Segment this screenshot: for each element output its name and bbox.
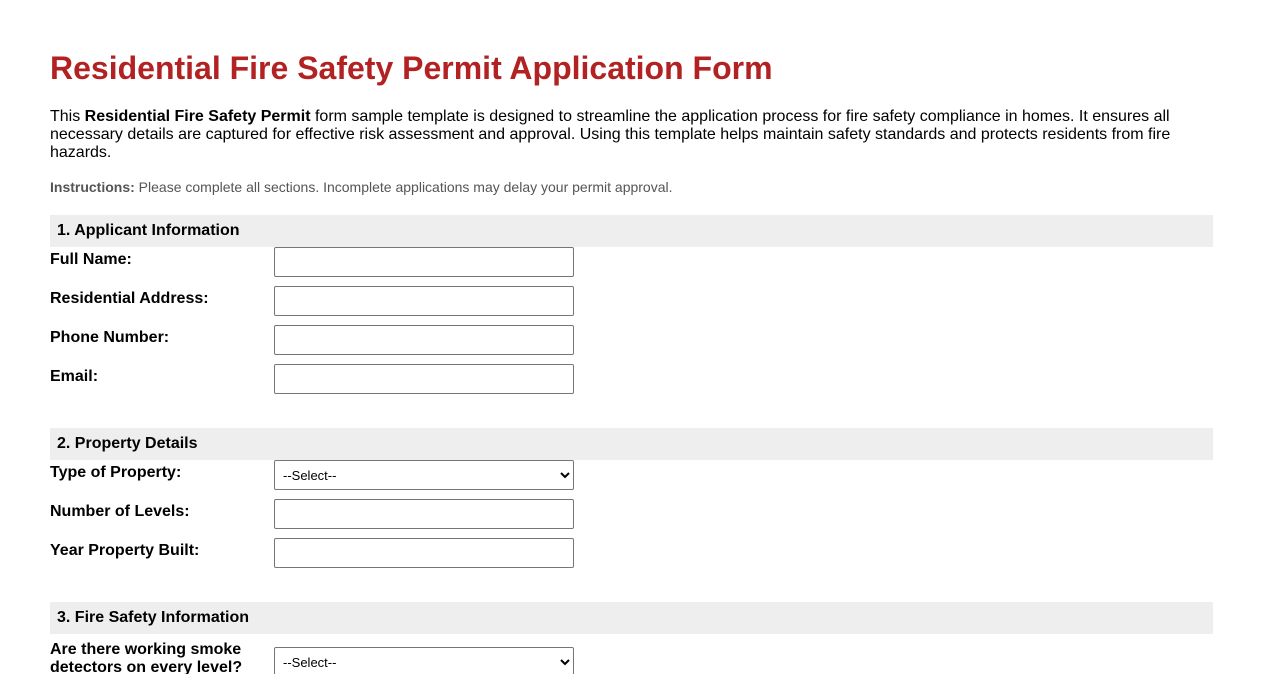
page-title: Residential Fire Safety Permit Application Form	[50, 50, 773, 86]
instructions-text	[50, 178, 673, 196]
form-row-residential-address	[50, 286, 1213, 316]
form-row-smoke-detectors	[50, 641, 1213, 674]
intro-bold-term: Residential Fire Safety Permit	[84, 108, 311, 125]
smoke-detectors-label: Are there working smoke detectors on every level?	[50, 641, 243, 674]
section-header-fire-safety-information: 3. Fire Safety Information	[50, 602, 1213, 634]
form-row-type-of-property	[50, 460, 1213, 490]
form-row-email	[50, 364, 1213, 394]
number-of-levels-input[interactable]	[274, 499, 574, 529]
email-input[interactable]	[274, 364, 574, 394]
form-row-year-property-built	[50, 538, 1213, 568]
residential-address-label: Residential Address:	[50, 290, 209, 307]
type-of-property-select[interactable]	[274, 460, 574, 490]
full-name-input[interactable]	[274, 247, 574, 277]
type-of-property-label: Type of Property:	[50, 464, 182, 481]
full-name-label: Full Name:	[50, 251, 132, 268]
phone-number-input[interactable]	[274, 325, 574, 355]
intro-prefix: This	[50, 108, 85, 125]
instructions-body: Please complete all sections. Incomplete applications may delay your permit approval.	[134, 179, 673, 195]
instructions-label: Instructions:	[50, 179, 135, 195]
section-header-property-details: 2. Property Details	[50, 428, 1213, 460]
intro-paragraph	[50, 108, 1213, 162]
section-header-applicant-information: 1. Applicant Information	[50, 215, 1213, 247]
form-row-full-name	[50, 247, 1213, 277]
number-of-levels-label: Number of Levels:	[50, 503, 190, 520]
residential-address-input[interactable]	[274, 286, 574, 316]
form-row-phone-number	[50, 325, 1213, 355]
year-property-built-input[interactable]	[274, 538, 574, 568]
form-row-number-of-levels	[50, 499, 1213, 529]
year-property-built-label: Year Property Built:	[50, 542, 200, 559]
intro-suffix: form sample template is designed to streamline the application process for fire safety compliance in homes. It ensures all necessary details are captured for effective risk assessment and approval. Using this template helps maintain safety standards and protects residents from fire hazards.	[50, 108, 1171, 161]
email-label: Email:	[50, 368, 99, 385]
smoke-detectors-select[interactable]	[274, 647, 574, 674]
phone-number-label: Phone Number:	[50, 329, 170, 346]
